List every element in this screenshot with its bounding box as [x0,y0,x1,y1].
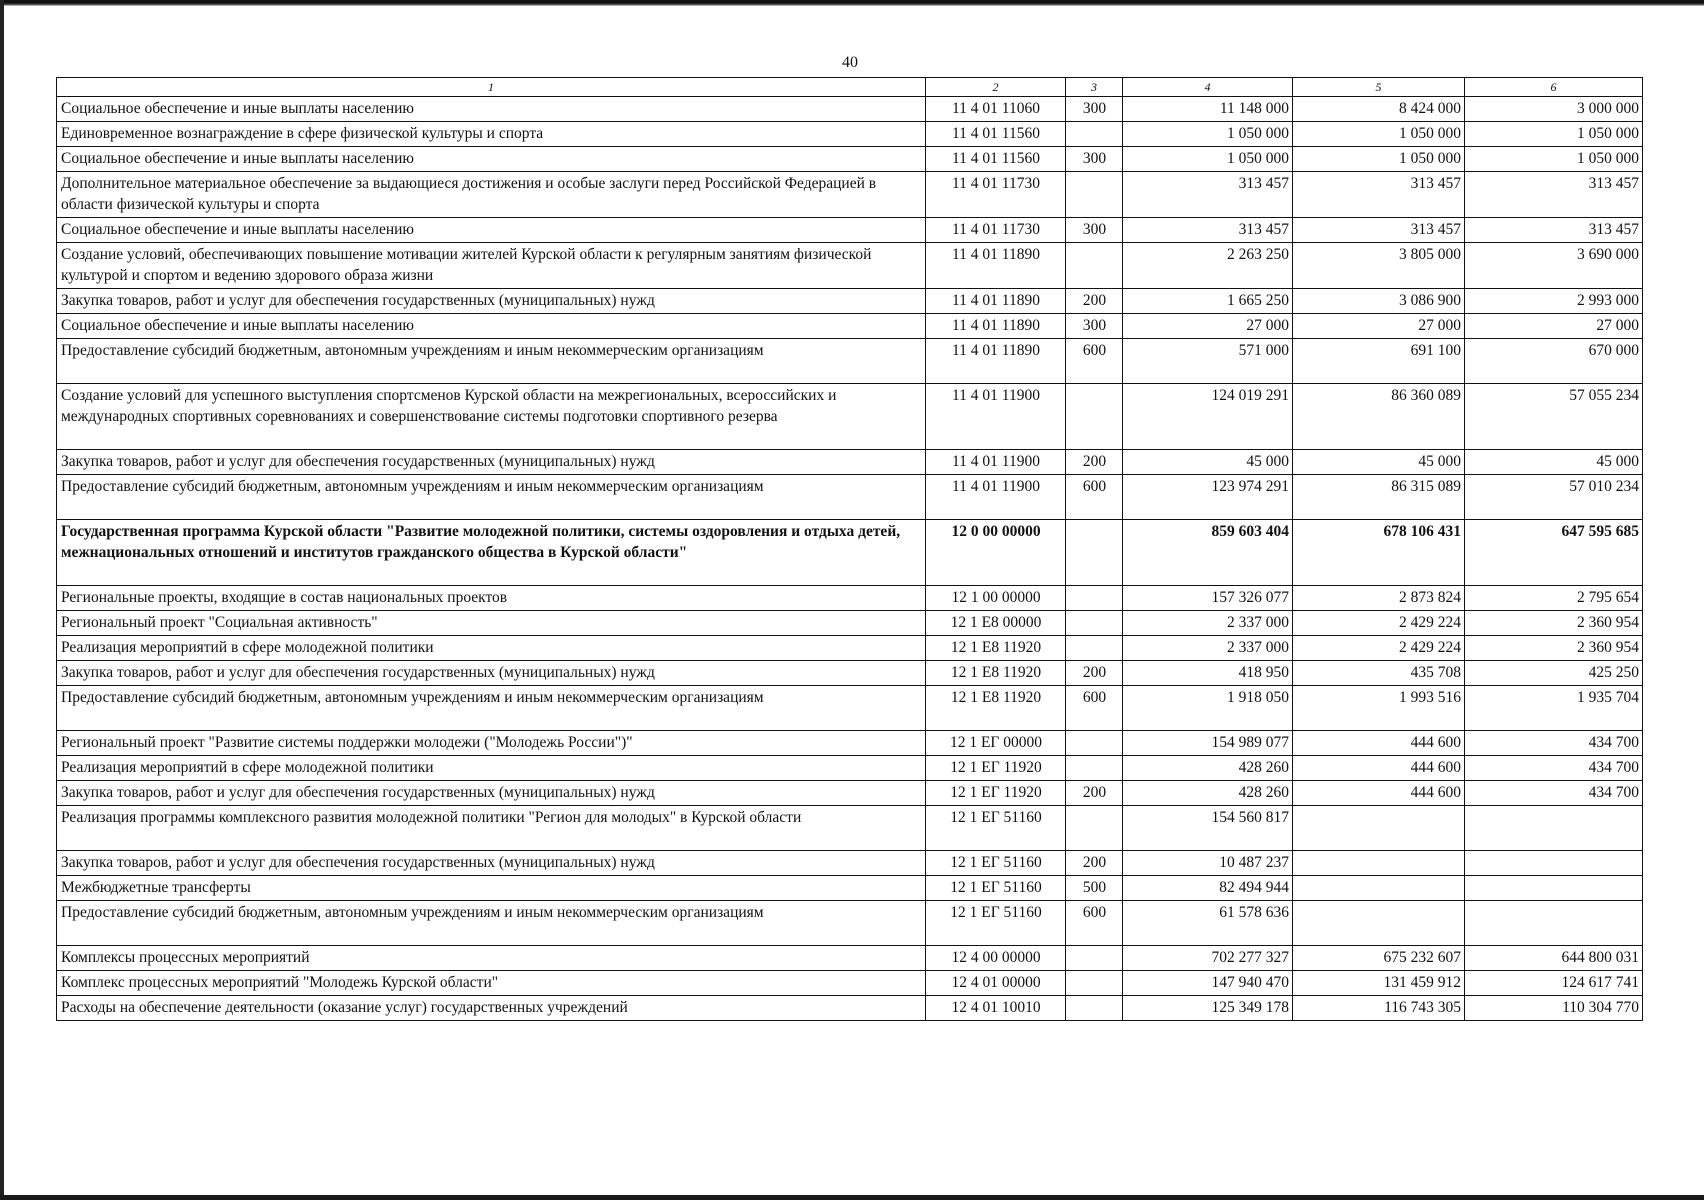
row-code-cell: 12 1 E8 11920 [926,686,1066,731]
row-name-cell: Закупка товаров, работ и услуг для обеспечения государственных (муниципальных) нужд [57,851,926,876]
row-name-cell: Закупка товаров, работ и услуг для обеспечения государственных (муниципальных) нужд [57,661,926,686]
row-amount-3-cell: 434 700 [1465,731,1643,756]
row-expense-type-cell [1066,520,1123,586]
row-expense-type-cell [1066,611,1123,636]
row-amount-3-cell: 434 700 [1465,756,1643,781]
row-name-cell: Реализация мероприятий в сфере молодежной политики [57,756,926,781]
table-row [57,243,1643,289]
table-row [57,97,1643,122]
row-amount-3-cell: 425 250 [1465,661,1643,686]
table-row [57,806,1643,851]
row-amount-2-cell: 86 315 089 [1293,475,1465,520]
row-expense-type-cell: 600 [1066,686,1123,731]
row-expense-type-cell: 300 [1066,97,1123,122]
row-name-cell: Дополнительное материальное обеспечение за выдающиеся достижения и особые заслуги перед Российской Федерацией в области физической культуры и спорта [57,172,926,218]
table-row [57,450,1643,475]
row-amount-3-cell: 2 795 654 [1465,586,1643,611]
table-header-row [57,78,1643,97]
row-code-cell: 11 4 01 11900 [926,384,1066,450]
row-amount-2-cell [1293,876,1465,901]
row-code-cell: 11 4 01 11560 [926,122,1066,147]
row-amount-3-cell [1465,876,1643,901]
table-row [57,946,1643,971]
row-expense-type-cell [1066,996,1123,1021]
row-name-cell: Единовременное вознаграждение в сфере физической культуры и спорта [57,122,926,147]
row-expense-type-cell [1066,946,1123,971]
header-cell-amount-1: 4 [1123,78,1293,97]
row-code-cell: 11 4 01 11890 [926,339,1066,384]
row-name-cell: Региональный проект "Развитие системы поддержки молодежи ("Молодежь России")" [57,731,926,756]
row-name-cell: Создание условий для успешного выступления спортсменов Курской области на межрегиональных, всероссийских и международных спортивных соревнованиях и совершенствование системы подготовки спортивного резерва [57,384,926,450]
row-amount-2-cell: 435 708 [1293,661,1465,686]
row-code-cell: 11 4 01 11900 [926,475,1066,520]
row-code-cell: 12 1 EГ 00000 [926,731,1066,756]
row-name-cell: Создание условий, обеспечивающих повышение мотивации жителей Курской области к регулярным занятиям физической культурой и спортом и ведению здорового образа жизни [57,243,926,289]
row-amount-3-cell: 644 800 031 [1465,946,1643,971]
row-amount-2-cell: 3 086 900 [1293,289,1465,314]
row-name-cell: Закупка товаров, работ и услуг для обеспечения государственных (муниципальных) нужд [57,450,926,475]
row-amount-3-cell: 313 457 [1465,172,1643,218]
row-name-cell: Реализация мероприятий в сфере молодежной политики [57,636,926,661]
row-code-cell: 12 1 EГ 51160 [926,806,1066,851]
row-expense-type-cell: 200 [1066,851,1123,876]
scan-edge-left [0,0,4,1200]
row-expense-type-cell: 600 [1066,475,1123,520]
row-amount-1-cell: 147 940 470 [1123,971,1293,996]
table-row [57,314,1643,339]
row-amount-3-cell: 1 935 704 [1465,686,1643,731]
row-amount-2-cell: 1 050 000 [1293,122,1465,147]
row-amount-2-cell: 678 106 431 [1293,520,1465,586]
row-amount-2-cell: 8 424 000 [1293,97,1465,122]
row-amount-1-cell: 154 989 077 [1123,731,1293,756]
row-code-cell: 12 1 EГ 51160 [926,876,1066,901]
row-name-cell: Государственная программа Курской области "Развитие молодежной политики, системы оздоровления и отдыха детей, межнациональных отношений и институтов гражданского общества в Курской области" [57,520,926,586]
header-cell-amount-2: 5 [1293,78,1465,97]
row-code-cell: 12 1 E8 11920 [926,661,1066,686]
table-row [57,339,1643,384]
row-amount-3-cell: 110 304 770 [1465,996,1643,1021]
row-amount-1-cell: 428 260 [1123,756,1293,781]
row-amount-1-cell: 428 260 [1123,781,1293,806]
row-amount-3-cell: 1 050 000 [1465,147,1643,172]
row-amount-1-cell: 2 337 000 [1123,636,1293,661]
row-amount-1-cell: 157 326 077 [1123,586,1293,611]
table-row [57,289,1643,314]
row-amount-1-cell: 27 000 [1123,314,1293,339]
row-code-cell: 12 4 01 00000 [926,971,1066,996]
row-expense-type-cell: 200 [1066,661,1123,686]
row-name-cell: Региональный проект "Социальная активность" [57,611,926,636]
row-amount-2-cell [1293,901,1465,946]
row-expense-type-cell [1066,806,1123,851]
row-expense-type-cell [1066,172,1123,218]
table-row [57,172,1643,218]
scan-edge-top [0,0,1704,6]
row-amount-1-cell: 2 337 000 [1123,611,1293,636]
row-expense-type-cell [1066,971,1123,996]
row-amount-3-cell: 2 360 954 [1465,611,1643,636]
row-expense-type-cell: 200 [1066,781,1123,806]
table-row [57,636,1643,661]
row-amount-3-cell: 1 050 000 [1465,122,1643,147]
row-amount-2-cell [1293,806,1465,851]
row-name-cell: Межбюджетные трансферты [57,876,926,901]
row-amount-3-cell: 647 595 685 [1465,520,1643,586]
table-row [57,218,1643,243]
row-amount-2-cell: 27 000 [1293,314,1465,339]
row-amount-1-cell: 1 918 050 [1123,686,1293,731]
row-name-cell: Социальное обеспечение и иные выплаты населению [57,147,926,172]
row-code-cell: 12 4 00 00000 [926,946,1066,971]
row-amount-3-cell: 3 000 000 [1465,97,1643,122]
row-expense-type-cell [1066,586,1123,611]
table-row [57,475,1643,520]
row-amount-3-cell [1465,806,1643,851]
row-expense-type-cell: 200 [1066,289,1123,314]
row-name-cell: Закупка товаров, работ и услуг для обеспечения государственных (муниципальных) нужд [57,289,926,314]
table-row [57,661,1643,686]
table-row [57,971,1643,996]
row-name-cell: Реализация программы комплексного развития молодежной политики "Регион для молодых" в Курской области [57,806,926,851]
row-code-cell: 12 1 E8 00000 [926,611,1066,636]
row-name-cell: Социальное обеспечение и иные выплаты населению [57,314,926,339]
row-amount-3-cell: 57 055 234 [1465,384,1643,450]
row-amount-1-cell: 702 277 327 [1123,946,1293,971]
row-expense-type-cell: 300 [1066,218,1123,243]
row-code-cell: 12 1 EГ 11920 [926,756,1066,781]
row-amount-1-cell: 313 457 [1123,218,1293,243]
row-amount-3-cell: 313 457 [1465,218,1643,243]
row-name-cell: Предоставление субсидий бюджетным, автономным учреждениям и иным некоммерческим организациям [57,475,926,520]
row-amount-1-cell: 10 487 237 [1123,851,1293,876]
table-row [57,876,1643,901]
row-amount-2-cell: 45 000 [1293,450,1465,475]
row-amount-1-cell: 123 974 291 [1123,475,1293,520]
row-amount-2-cell: 444 600 [1293,781,1465,806]
row-amount-3-cell: 434 700 [1465,781,1643,806]
row-code-cell: 12 1 EГ 51160 [926,851,1066,876]
header-cell-type: 3 [1066,78,1123,97]
row-amount-1-cell: 82 494 944 [1123,876,1293,901]
row-name-cell: Предоставление субсидий бюджетным, автономным учреждениям и иным некоммерческим организациям [57,339,926,384]
table-row [57,384,1643,450]
scan-edge-bottom [0,1195,1704,1200]
row-code-cell: 11 4 01 11560 [926,147,1066,172]
row-code-cell: 12 1 EГ 11920 [926,781,1066,806]
table-body [57,78,1643,1021]
row-expense-type-cell [1066,122,1123,147]
row-expense-type-cell [1066,756,1123,781]
row-amount-3-cell [1465,901,1643,946]
row-code-cell: 11 4 01 11730 [926,172,1066,218]
table-row [57,781,1643,806]
row-expense-type-cell [1066,384,1123,450]
table-row [57,122,1643,147]
row-amount-1-cell: 124 019 291 [1123,384,1293,450]
row-code-cell: 12 0 00 00000 [926,520,1066,586]
row-code-cell: 11 4 01 11060 [926,97,1066,122]
row-code-cell: 12 1 EГ 51160 [926,901,1066,946]
header-cell-name: 1 [57,78,926,97]
table-row [57,147,1643,172]
row-code-cell: 11 4 01 11890 [926,243,1066,289]
row-amount-3-cell: 57 010 234 [1465,475,1643,520]
row-amount-2-cell: 116 743 305 [1293,996,1465,1021]
table-row [57,686,1643,731]
header-cell-amount-3: 6 [1465,78,1643,97]
row-amount-2-cell [1293,851,1465,876]
row-expense-type-cell: 200 [1066,450,1123,475]
row-amount-1-cell: 45 000 [1123,450,1293,475]
table-row [57,520,1643,586]
budget-table [56,77,1643,1021]
row-amount-2-cell: 675 232 607 [1293,946,1465,971]
row-amount-3-cell: 3 690 000 [1465,243,1643,289]
row-amount-3-cell: 27 000 [1465,314,1643,339]
row-amount-3-cell: 2 360 954 [1465,636,1643,661]
table-row [57,731,1643,756]
row-amount-3-cell [1465,851,1643,876]
table-row [57,756,1643,781]
row-amount-1-cell: 313 457 [1123,172,1293,218]
row-amount-2-cell: 691 100 [1293,339,1465,384]
row-code-cell: 11 4 01 11900 [926,450,1066,475]
table-row [57,996,1643,1021]
row-amount-2-cell: 1 050 000 [1293,147,1465,172]
row-name-cell: Социальное обеспечение и иные выплаты населению [57,218,926,243]
header-cell-code: 2 [926,78,1066,97]
row-expense-type-cell: 300 [1066,314,1123,339]
row-amount-1-cell: 2 263 250 [1123,243,1293,289]
row-amount-1-cell: 418 950 [1123,661,1293,686]
row-amount-2-cell: 313 457 [1293,172,1465,218]
row-amount-2-cell: 444 600 [1293,756,1465,781]
row-amount-2-cell: 313 457 [1293,218,1465,243]
row-amount-2-cell: 1 993 516 [1293,686,1465,731]
table-row [57,611,1643,636]
row-code-cell: 11 4 01 11890 [926,289,1066,314]
row-amount-2-cell: 3 805 000 [1293,243,1465,289]
row-expense-type-cell: 600 [1066,901,1123,946]
row-code-cell: 12 1 00 00000 [926,586,1066,611]
row-expense-type-cell [1066,243,1123,289]
page-number: 40 [842,54,858,71]
row-amount-2-cell: 444 600 [1293,731,1465,756]
row-name-cell: Предоставление субсидий бюджетным, автономным учреждениям и иным некоммерческим организациям [57,901,926,946]
row-amount-1-cell: 61 578 636 [1123,901,1293,946]
table-row [57,901,1643,946]
table-row [57,586,1643,611]
row-name-cell: Комплексы процессных мероприятий [57,946,926,971]
row-expense-type-cell: 600 [1066,339,1123,384]
row-name-cell: Предоставление субсидий бюджетным, автономным учреждениям и иным некоммерческим организациям [57,686,926,731]
row-name-cell: Комплекс процессных мероприятий "Молодежь Курской области" [57,971,926,996]
row-amount-1-cell: 154 560 817 [1123,806,1293,851]
row-expense-type-cell: 300 [1066,147,1123,172]
row-name-cell: Социальное обеспечение и иные выплаты населению [57,97,926,122]
row-code-cell: 11 4 01 11730 [926,218,1066,243]
row-amount-1-cell: 571 000 [1123,339,1293,384]
row-expense-type-cell: 500 [1066,876,1123,901]
row-amount-2-cell: 2 429 224 [1293,611,1465,636]
row-amount-1-cell: 125 349 178 [1123,996,1293,1021]
row-amount-1-cell: 11 148 000 [1123,97,1293,122]
row-amount-2-cell: 2 429 224 [1293,636,1465,661]
table-row [57,851,1643,876]
row-amount-3-cell: 124 617 741 [1465,971,1643,996]
row-name-cell: Расходы на обеспечение деятельности (оказание услуг) государственных учреждений [57,996,926,1021]
row-expense-type-cell [1066,636,1123,661]
row-amount-1-cell: 1 050 000 [1123,147,1293,172]
row-amount-1-cell: 1 050 000 [1123,122,1293,147]
row-expense-type-cell [1066,731,1123,756]
row-amount-1-cell: 859 603 404 [1123,520,1293,586]
row-name-cell: Закупка товаров, работ и услуг для обеспечения государственных (муниципальных) нужд [57,781,926,806]
row-amount-2-cell: 131 459 912 [1293,971,1465,996]
row-code-cell: 11 4 01 11890 [926,314,1066,339]
row-amount-2-cell: 2 873 824 [1293,586,1465,611]
row-amount-3-cell: 670 000 [1465,339,1643,384]
row-code-cell: 12 1 E8 11920 [926,636,1066,661]
row-amount-2-cell: 86 360 089 [1293,384,1465,450]
row-name-cell: Региональные проекты, входящие в состав национальных проектов [57,586,926,611]
row-code-cell: 12 4 01 10010 [926,996,1066,1021]
row-amount-1-cell: 1 665 250 [1123,289,1293,314]
row-amount-3-cell: 45 000 [1465,450,1643,475]
row-amount-3-cell: 2 993 000 [1465,289,1643,314]
